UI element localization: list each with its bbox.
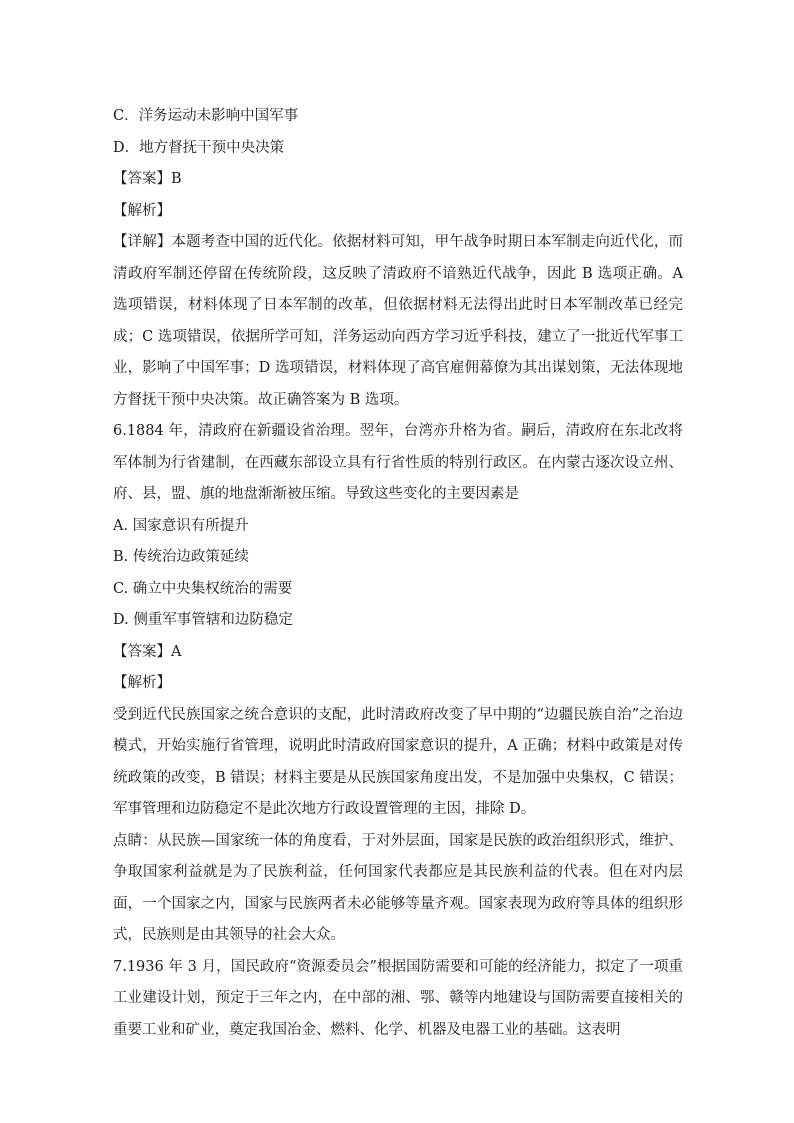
q6-option-c: C. 确立中央集权统治的需要: [113, 580, 293, 597]
detail-text: 本题考查中国的近代化。依据材料可知，甲午战争时期日本军制走向近代化，而清政府军制还停留在传统阶段，这反映了清政府不谙熟近代战争，因此 B 选项正确。A 选项错误，材料体现了日本军制的改革，但依据材料无法得出此时日本军制改革已经完成；C 选项错误，依据所学可知，洋务运动向西方学习近乎科技，建立了一批近代军事工业，影响了中国军事；D 选项错误，材料体现了高官雇佣幕僚为其出谋划策，无法体现地方督抚干预中央决策。故正确答案为 B 选项。: [113, 234, 684, 408]
answer-value: A: [171, 643, 182, 660]
page-content: [113, 101, 683, 1046]
q6-note-paragraph: 点睛：从民族—国家统一体的角度看，于对外层面，国家是民族的政治组织形式，维护、争取国家利益就是为了民族利益，任何国家代表都应是其民族利益的代表。但在对内层面，一个国家之内，国家与民族两者未必能够等量齐观。国家表现为政府等具体的组织形式，民族则是由其领导的社会大众。: [113, 832, 683, 943]
q6-option-b: B. 传统治边政策延续: [113, 549, 249, 565]
q6-answer-line: [113, 637, 683, 669]
detail-label: 【详解】: [113, 234, 172, 250]
q5-answer-line: [113, 164, 683, 196]
q6-option-d: D. 侧重军事管辖和边防稳定: [113, 612, 293, 628]
q6-analysis-label: 【解析】: [113, 675, 171, 691]
q6-option-a: A. 国家意识有所提升: [113, 517, 249, 534]
answer-label: 【答案】: [113, 643, 171, 660]
q6-stem: 6.1884 年，清政府在新疆设省治理。翌年，台湾亦升格为省。嗣后，清政府在东北改将军体制为行省建制，在西藏东部设立具有行省性质的特别行政区。在内蒙古逐次设立州、府、县，盟、旗的地盘渐渐被压缩。导致这些变化的主要因素是: [113, 423, 683, 502]
answer-label: 【答案】: [113, 171, 171, 187]
q5-option-c: C．洋务运动未影响中国军事: [113, 108, 299, 124]
q7-stem: 7.1936 年 3 月，国民政府“资源委员会”根据国防需要和可能的经济能力，拟定了一项重工业建设计划，预定于三年之内，在中部的湘、鄂、赣等内地建设与国防需要直接相关的重要工业和矿业，奠定我国冶金、燃料、化学、机器及电器工业的基础。这表明: [113, 958, 683, 1038]
q5-option-d: D．地方督抚干预中央决策: [113, 139, 285, 156]
q5-analysis-label: 【解析】: [113, 202, 171, 219]
q6-analysis-paragraph: 受到近代民族国家之统合意识的支配，此时清政府改变了早中期的“边疆民族自治”之治边模式，开始实施行省管理，说明此时清政府国家意识的提升，A 正确；材料中政策是对传统政策的改变，B 错误；材料主要是从民族国家角度出发，不是加强中央集权，C 错误；军事管理和边防稳定不是此次地方行政设置管理的主因，排除 D。: [113, 706, 683, 817]
q5-detail-paragraph: [113, 227, 683, 416]
answer-value: B: [171, 171, 182, 187]
